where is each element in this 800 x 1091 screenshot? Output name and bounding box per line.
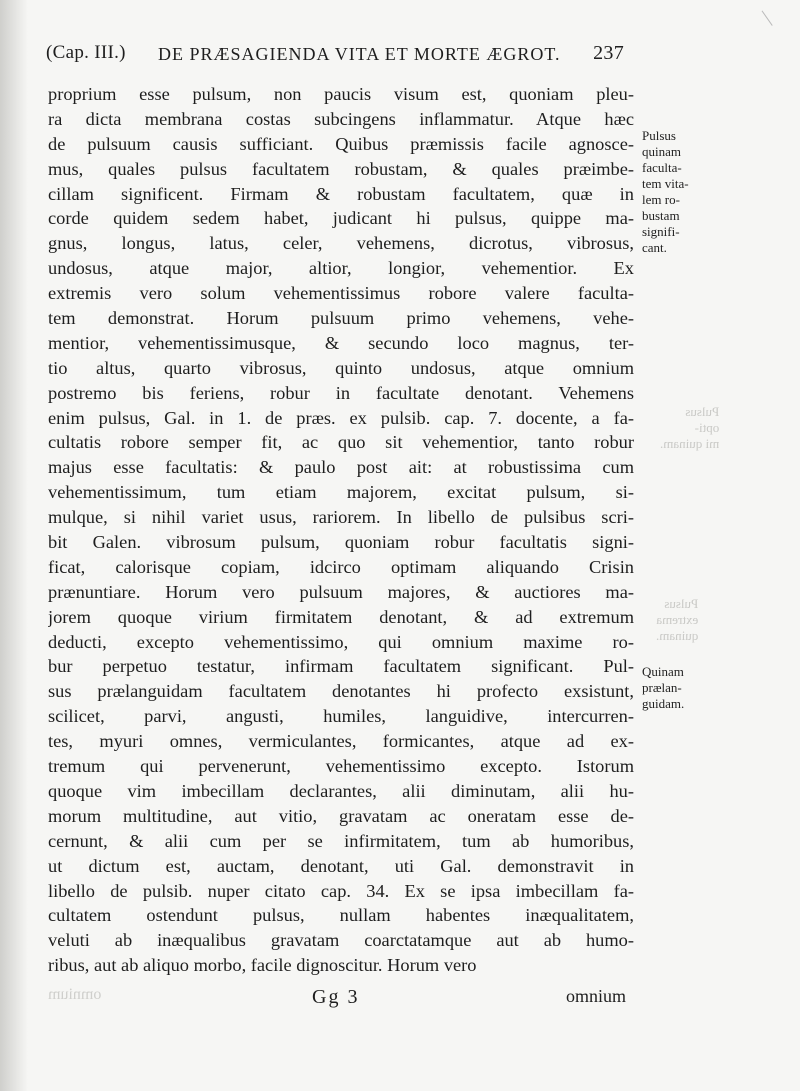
margin-note-line: guidam. — [642, 696, 685, 711]
text-line: tio altus, quarto vibrosus, quinto undosus, atque omnium — [48, 357, 634, 378]
text-line: sus prælanguidam facultatem denotantes hi profecto exsistunt, — [48, 681, 634, 702]
margin-note-line: Pulsus — [642, 128, 676, 143]
text-line: jorem quoque virium firmitatem denotant, & ad extremum — [48, 606, 634, 627]
text-line: libello de pulsib. nuper citato cap. 34. Ex se ipsa imbecillam fa- — [48, 880, 634, 901]
running-title: DE PRÆSAGIENDA VITA ET MORTE ÆGROT. — [158, 44, 561, 64]
text-line: deducti, excepto vehementissimo, qui omnium maxime ro- — [48, 631, 634, 652]
text-line: cernunt, & alii cum per se infirmitatem, tum ab humoribus, — [48, 830, 634, 851]
text-line: cillam significent. Firmam & robustam facultatem, quæ in — [48, 183, 634, 204]
text-line: quoque vim imbecillam declarantes, alii diminutam, alii hu- — [48, 780, 634, 801]
text-line: ficat, calorisque copiam, idcirco optimam aliquando Crisin — [48, 556, 634, 577]
margin-note-line: quinam — [642, 144, 681, 159]
text-line: bur perpetuo testatur, infirmam facultatem significant. Pul- — [48, 656, 634, 677]
text-line: de pulsuum causis sufficiant. Quibus præmissis facile agnosce- — [48, 133, 634, 154]
chapter-label: (Cap. III.) — [46, 42, 126, 63]
margin-note-line: cant. — [642, 240, 667, 255]
text-line: ribus, aut ab aliquo morbo, facile dignoscitur. Horum vero — [48, 955, 477, 976]
margin-note-line: Quinam — [642, 664, 684, 679]
text-line: ut dictum est, auctam, denotant, uti Gal. demonstravit in — [48, 855, 634, 876]
text-line: mentior, vehementissimusque, & secundo loco magnus, ter- — [48, 332, 634, 353]
text-line: vehementissimum, tum etiam majorem, excitat pulsum, si- — [48, 482, 634, 503]
page-number: 237 — [593, 42, 624, 64]
margin-note-line: faculta- — [642, 160, 682, 175]
bleed-through-text: Pulsus opti- mi quinam. — [660, 404, 720, 451]
text-line: ra dicta membrana costas subcingens inflammatur. Atque hæc — [48, 108, 634, 129]
text-line: veluti ab inæqualibus gravatam coarctatamque aut ab humo- — [48, 930, 634, 951]
margin-note-languid — [642, 664, 684, 712]
text-line: cultatis robore semper fit, ac quo sit vehementior, tanto robur — [48, 432, 634, 453]
bleed-through-text: Pulsus extrema quinam. — [656, 596, 699, 643]
margin-note-robust — [642, 128, 689, 256]
text-line: tes, myuri omnes, vermiculantes, formicantes, atque ad ex- — [48, 731, 634, 752]
margin-note-line: lem ro- — [642, 192, 680, 207]
text-line: majus esse facultatis: & paulo post ait: at robustissima cum — [48, 457, 634, 478]
text-line: enim pulsus, Gal. in 1. de præs. ex pulsib. cap. 7. docente, a fa- — [48, 407, 634, 428]
text-line: tremum qui pervenerunt, vehementissimo excepto. Istorum — [48, 756, 634, 777]
page-edge-shadow — [0, 0, 28, 1091]
text-line: mulque, si nihil variet usus, rariorem. In libello de pulsibus scri- — [48, 507, 634, 528]
text-line: cultatem ostendunt pulsus, nullam habentes inæqualitatem, — [48, 905, 634, 926]
page-corner-mark — [762, 0, 788, 26]
margin-note-line: signifi- — [642, 224, 680, 239]
margin-note-line: prælan- — [642, 680, 682, 695]
main-text — [48, 82, 634, 978]
margin-note-line: tem vita- — [642, 176, 689, 191]
catchword: omnium — [566, 986, 627, 1006]
bleed-through-catchword: omnium — [48, 986, 102, 1003]
text-line: morum multitudine, aut vitio, gravatam ac oneratam esse de- — [48, 805, 634, 826]
text-line: mus, quales pulsus facultatem robustam, & quales præimbe- — [48, 158, 634, 179]
signature-mark: Gg 3 — [312, 986, 360, 1008]
text-line: extremis vero solum vehementissimus robore valere faculta- — [48, 283, 634, 304]
text-line: corde quidem sedem habet, judicant hi pulsus, quippe ma- — [48, 208, 634, 229]
text-line: prænuntiare. Horum vero pulsuum majores, & auctiores ma- — [48, 581, 634, 602]
text-line: bit Galen. vibrosum pulsum, quoniam robur facultatis signi- — [48, 532, 634, 553]
text-line: postremo bis feriens, robur in facultate denotant. Vehemens — [48, 382, 634, 403]
text-line: tem demonstrat. Horum pulsuum primo vehemens, vehe- — [48, 308, 634, 329]
margin-note-line: bustam — [642, 208, 680, 223]
text-line: scilicet, parvi, angusti, humiles, languidive, intercurren- — [48, 706, 634, 727]
text-line: undosus, atque major, altior, longior, vehementior. Ex — [48, 258, 634, 279]
text-line: proprium esse pulsum, non paucis visum est, quoniam pleu- — [48, 84, 634, 104]
text-line: gnus, longus, latus, celer, vehemens, dicrotus, vibrosus, — [48, 233, 634, 254]
